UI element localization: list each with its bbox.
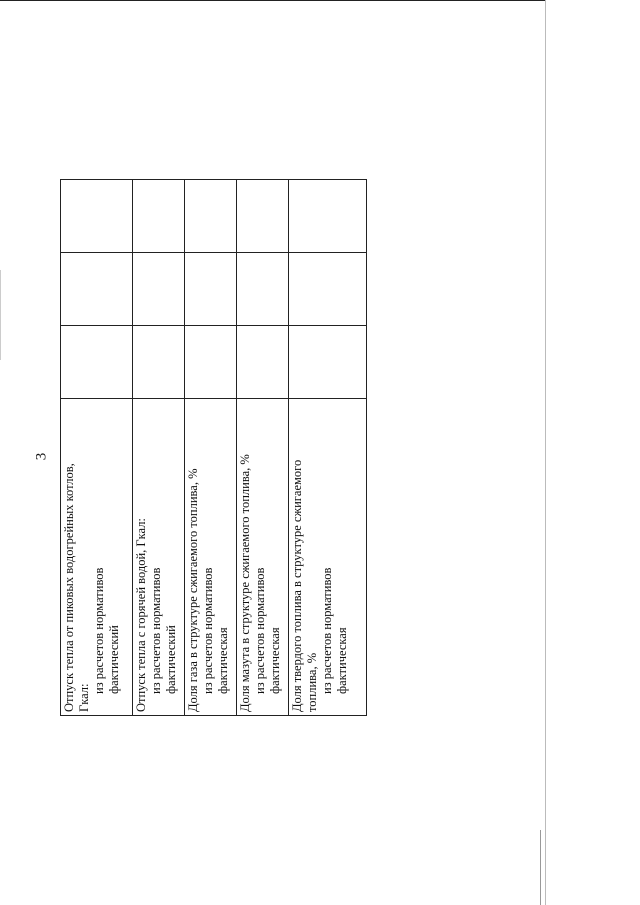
row-title-line: Отпуск тепла от пиковых водогрейных котлов, <box>62 463 76 712</box>
scan-edge-top <box>0 0 545 1</box>
row-label-cell <box>289 399 367 716</box>
row-sub-line: из расчетов нормативов <box>201 567 215 694</box>
value-cell <box>185 326 237 399</box>
row-label-cell <box>237 399 289 716</box>
row-title-line: Доля твердого топлива в структуре сжигаемого <box>290 459 304 712</box>
value-cell <box>289 253 367 326</box>
value-cell <box>185 253 237 326</box>
row-sub-line: фактическая <box>268 627 282 694</box>
table-row <box>61 180 133 716</box>
row-title-line: Доля мазута в структуре сжигаемого топлива, % <box>238 454 252 712</box>
rotated-page-content <box>60 196 366 716</box>
value-cell <box>289 180 367 253</box>
scan-artifact-left <box>0 270 1 360</box>
page-number: 3 <box>33 452 50 461</box>
value-cell <box>133 253 185 326</box>
row-sub-line: из расчетов нормативов <box>92 567 106 694</box>
row-label-cell <box>185 399 237 716</box>
table-row <box>289 180 367 716</box>
row-sub-line: фактическая <box>216 627 230 694</box>
value-cell <box>237 326 289 399</box>
row-sub-line: из расчетов нормативов <box>253 567 267 694</box>
table-row <box>185 180 237 716</box>
value-cell <box>61 180 133 253</box>
row-title-line: Гкал: <box>77 683 91 712</box>
scan-artifact-bottom <box>540 830 541 905</box>
value-cell <box>237 180 289 253</box>
row-title-line: Доля газа в структуре сжигаемого топлива, % <box>186 468 200 712</box>
table-row <box>237 180 289 716</box>
row-sub-line: фактическая <box>335 627 349 694</box>
row-title-line: топлива, % <box>305 652 319 712</box>
row-sub-line: фактический <box>107 625 121 694</box>
value-cell <box>237 253 289 326</box>
row-label-cell <box>61 399 133 716</box>
indicators-table <box>60 179 367 716</box>
value-cell <box>133 180 185 253</box>
value-cell <box>133 326 185 399</box>
row-sub-line: из расчетов нормативов <box>149 567 163 694</box>
value-cell <box>289 326 367 399</box>
value-cell <box>61 326 133 399</box>
row-sub-line: фактический <box>164 625 178 694</box>
value-cell <box>185 180 237 253</box>
row-sub-line: из расчетов нормативов <box>320 567 334 694</box>
row-title-line: Отпуск тепла с горячей водой, Гкал: <box>134 518 148 712</box>
value-cell <box>61 253 133 326</box>
row-label-cell <box>133 399 185 716</box>
table-row <box>133 180 185 716</box>
scan-edge-right <box>545 0 546 905</box>
